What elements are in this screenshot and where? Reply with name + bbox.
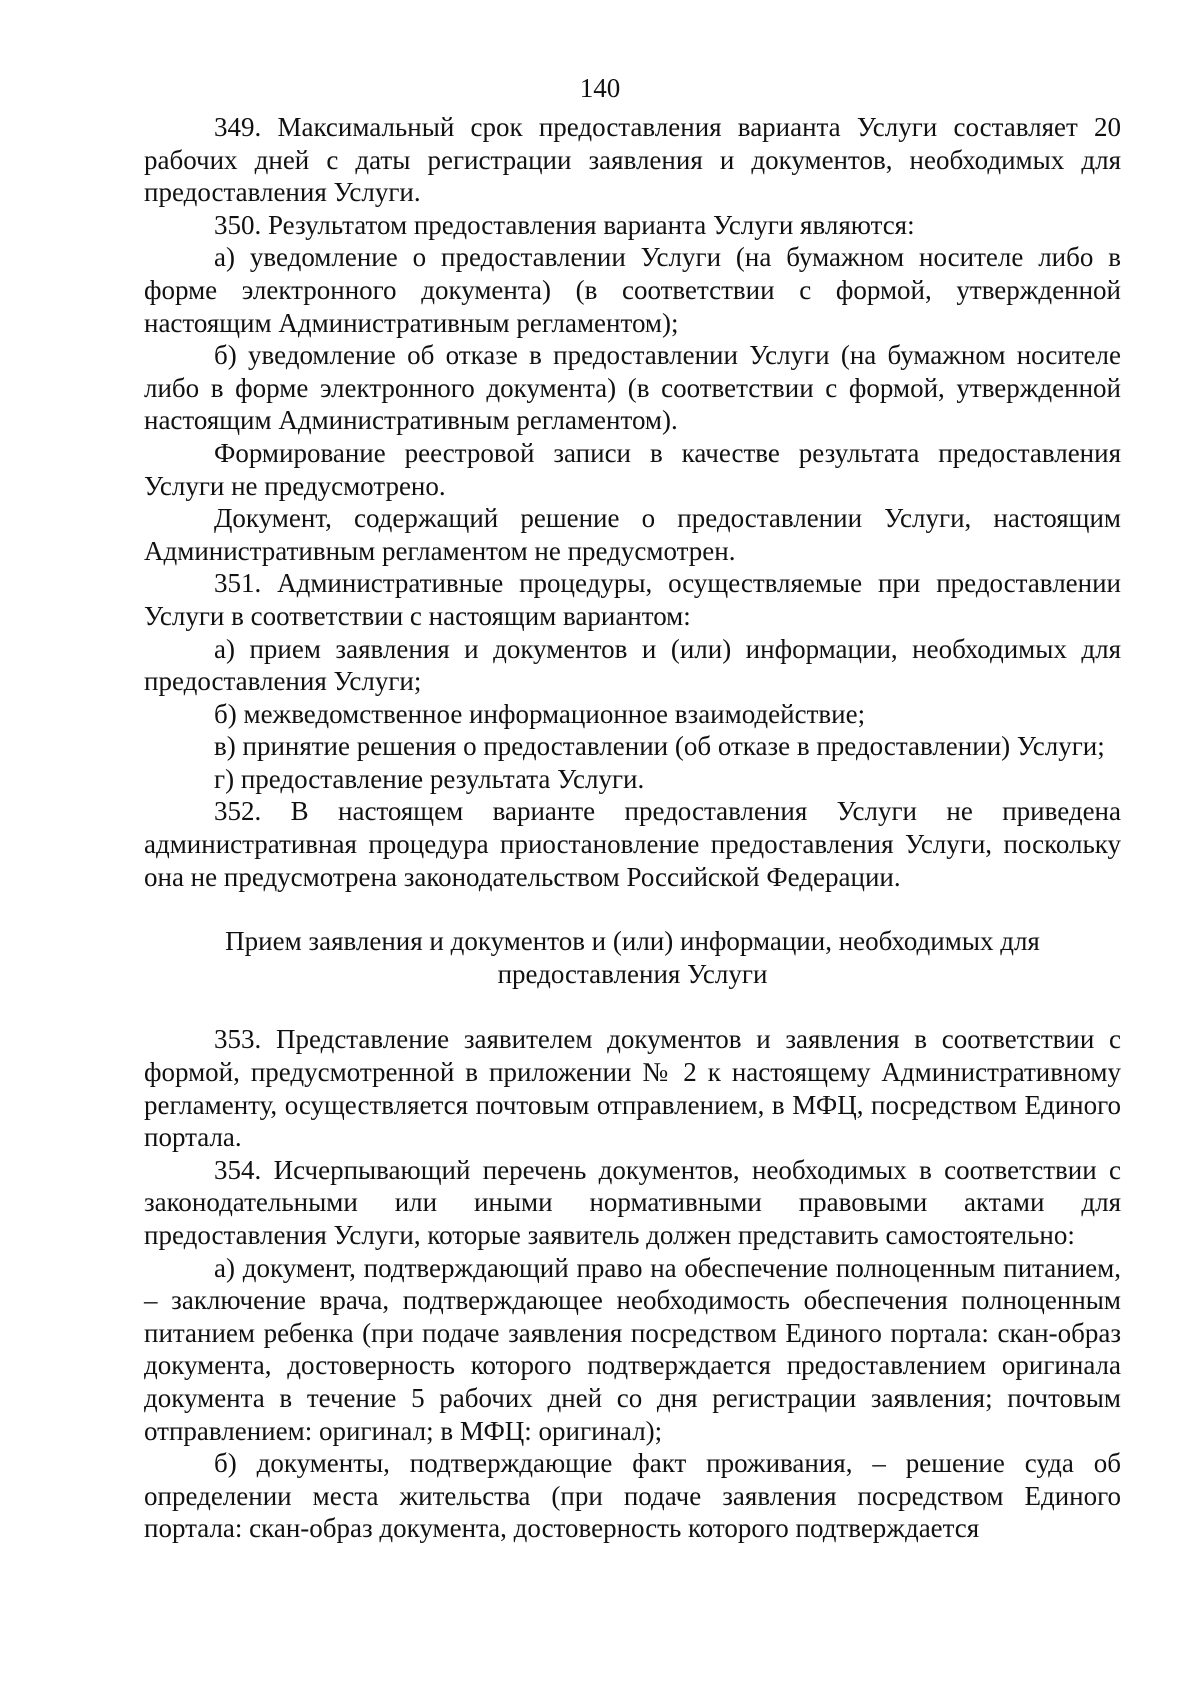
list-item-351-b: б) межведомственное информационное взаимодействие; [214, 698, 866, 729]
list-item-354-a: а) документ, подтверждающий право на обеспечение полноценным питанием, – заключение врача, подтверждающее необходимость обеспечения полноценным питанием ребенка (при подаче заявления посредством Единого портала: скан-образ документа, достоверность которого подтверждается предоставлением оригинала документа в течение 5 рабочих дней со дня регистрации заявления; почтовым отправлением: оригинал; в МФЦ: оригинал); [144, 1252, 1121, 1446]
paragraph-354: 354. Исчерпывающий перечень документов, необходимых в соответствии с законодательными или иными нормативными правовыми актами для предоставления Услуги, которые заявитель должен представить самостоятельно: [144, 1154, 1121, 1250]
list-item-351-c: в) принятие решения о предоставлении (об отказе в предоставлении) Услуги; [214, 731, 1105, 762]
paragraph-registry-record: Формирование реестровой записи в качестве результата предоставления Услуги не предусмотрено. [144, 437, 1121, 501]
page-number: 140 [579, 73, 621, 103]
paragraph-353: 353. Представление заявителем документов и заявления в соответствии с формой, предусмотренной в приложении № 2 к настоящему Административному регламенту, осуществляется почтовым отправлением, в МФЦ, посредством Единого портала. [144, 1024, 1121, 1153]
document-body [144, 111, 1121, 1545]
paragraph-decision-document: Документ, содержащий решение о предоставлении Услуги, настоящим Административным регламентом не предусмотрен. [144, 503, 1121, 566]
section-spacer-top [144, 893, 1121, 925]
list-item-350-a: а) уведомление о предоставлении Услуги (на бумажном носителе либо в форме электронного документа) (в соответствии с формой, утвержденной настоящим Административным регламентом); [144, 242, 1121, 338]
list-item-350-b: б) уведомление об отказе в предоставлении Услуги (на бумажном носителе либо в форме электронного документа) (в соответствии с формой, утвержденной настоящим Административным регламентом). [144, 340, 1121, 436]
paragraph-352: 352. В настоящем варианте предоставления Услуги не приведена административная процедура приостановление предоставления Услуги, поскольку она не предусмотрена законодательством Российской Федерации. [144, 796, 1121, 892]
paragraph-349: 349. Максимальный срок предоставления варианта Услуги составляет 20 рабочих дней с даты регистрации заявления и документов, необходимых для предоставления Услуги. [144, 112, 1121, 208]
section-heading: Прием заявления и документов и (или) информации, необходимых для предоставления Услуги [225, 926, 1040, 989]
list-item-354-b: б) документы, подтверждающие факт проживания, – решение суда об определении места жительства (при подаче заявления посредством Единого портала: скан-образ документа, достоверность которого подтверждается [144, 1448, 1121, 1544]
section-spacer-bottom [144, 990, 1121, 1023]
list-item-351-d: г) предоставление результата Услуги. [214, 763, 645, 794]
list-item-351-a: а) прием заявления и документов и (или) информации, необходимых для предоставления Услуги; [144, 633, 1121, 697]
paragraph-350: 350. Результатом предоставления варианта Услуги являются: [214, 209, 915, 240]
paragraph-351: 351. Административные процедуры, осуществляемые при предоставлении Услуги в соответствии с настоящим вариантом: [144, 568, 1121, 631]
